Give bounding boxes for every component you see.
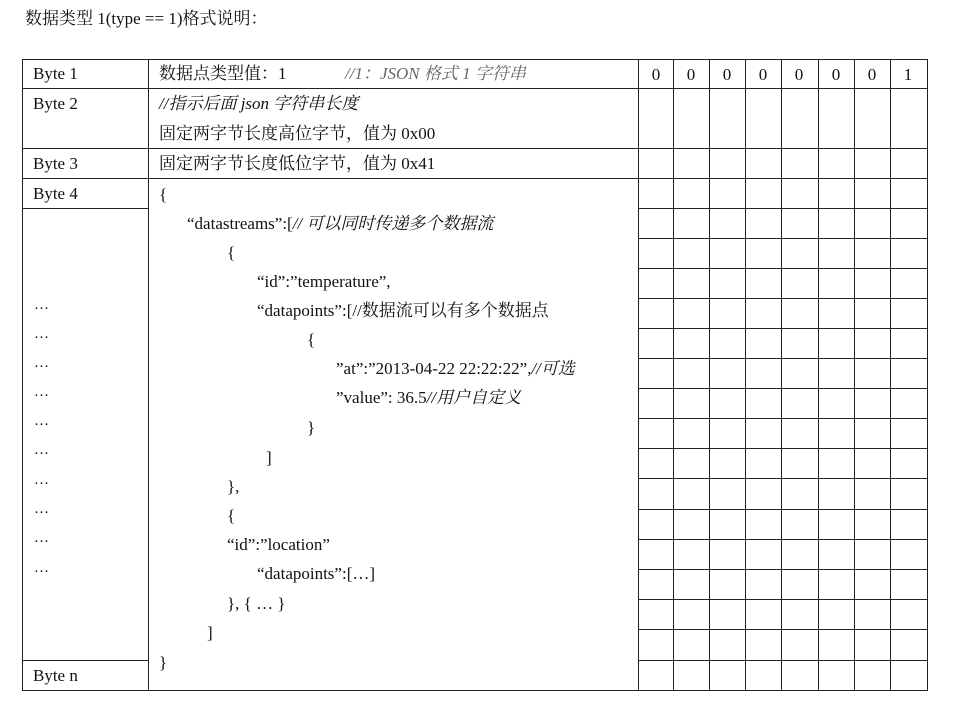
bit-divider <box>709 59 710 691</box>
json-line: { <box>227 243 236 262</box>
bit-grid-line <box>638 660 928 661</box>
row-divider <box>22 148 928 149</box>
row-divider <box>22 178 928 179</box>
bit-divider <box>890 59 891 691</box>
bit-value: 0 <box>686 65 696 84</box>
byte-label: Byte 4 <box>33 184 78 203</box>
ellipsis: … <box>34 355 49 371</box>
json-line: { <box>227 506 236 525</box>
bit-grid-line <box>638 298 928 299</box>
byte-label: Byte n <box>33 666 78 685</box>
bit-divider <box>854 59 855 691</box>
json-line: ] <box>207 623 213 642</box>
byte-label: Byte 2 <box>33 94 78 113</box>
bit-grid-line <box>638 599 928 600</box>
bit-grid-line <box>638 208 928 209</box>
row-divider <box>22 88 928 89</box>
json-line: }, { … } <box>227 594 286 613</box>
bit-grid-line <box>638 268 928 269</box>
row-divider <box>22 208 148 209</box>
json-line: } <box>159 653 168 672</box>
row-divider <box>22 660 148 661</box>
bit-grid-line <box>638 418 928 419</box>
json-line: ] <box>266 448 272 467</box>
json-line: “id”:”temperature”, <box>257 272 391 291</box>
bit-divider <box>818 59 819 691</box>
json-line: “datapoints”:[…] <box>257 564 376 583</box>
json-line: ”at”:”2013-04-22 22:22:22”,//可选 <box>336 359 575 378</box>
ellipsis: … <box>34 384 49 400</box>
byte-label: Byte 1 <box>33 64 78 83</box>
bit-grid-line <box>638 629 928 630</box>
column-divider <box>638 59 639 691</box>
byte-label: Byte 3 <box>33 154 78 173</box>
type-comment: //1：JSON 格式 1 字符串 <box>345 64 526 83</box>
bit-value: 0 <box>722 65 732 84</box>
json-line: “datapoints”:[//数据流可以有多个数据点 <box>257 301 549 320</box>
json-line: } <box>307 418 316 437</box>
bit-value: 1 <box>903 65 913 84</box>
json-line: “datastreams”:[// 可以同时传递多个数据流 <box>187 214 494 233</box>
ellipsis: … <box>34 442 49 458</box>
column-divider <box>148 59 149 691</box>
bit-grid-line <box>638 478 928 479</box>
ellipsis: … <box>34 297 49 313</box>
json-line: “id”:”location” <box>227 535 330 554</box>
high-byte-text: 固定两字节长度高位字节，值为 0x00 <box>159 124 436 143</box>
bit-grid-line <box>638 569 928 570</box>
ellipsis: … <box>34 501 49 517</box>
type-value-label: 数据点类型值：1 <box>159 64 287 83</box>
ellipsis: … <box>34 530 49 546</box>
bit-grid-line <box>638 328 928 329</box>
ellipsis: … <box>34 326 49 342</box>
bit-divider <box>745 59 746 691</box>
bit-divider <box>781 59 782 691</box>
bit-value: 0 <box>651 65 661 84</box>
json-line: { <box>159 185 168 204</box>
bit-grid-line <box>638 388 928 389</box>
bit-value: 0 <box>794 65 804 84</box>
json-line: { <box>307 330 316 349</box>
bit-value: 0 <box>831 65 841 84</box>
ellipsis: … <box>34 560 49 576</box>
bit-grid-line <box>638 539 928 540</box>
page-heading: 数据类型 1(type == 1)格式说明： <box>25 9 268 28</box>
bit-grid-line <box>638 238 928 239</box>
json-line: }, <box>227 477 240 496</box>
ellipsis: … <box>34 413 49 429</box>
json-line: ”value”: 36.5//用户自定义 <box>336 388 522 407</box>
bit-value: 0 <box>867 65 877 84</box>
bit-divider <box>673 59 674 691</box>
bit-grid-line <box>638 358 928 359</box>
length-comment: //指示后面 json 字符串长度 <box>159 94 359 113</box>
bit-value: 0 <box>758 65 768 84</box>
bit-grid-line <box>638 509 928 510</box>
ellipsis: … <box>34 472 49 488</box>
low-byte-text: 固定两字节长度低位字节，值为 0x41 <box>159 154 436 173</box>
bit-grid-line <box>638 448 928 449</box>
